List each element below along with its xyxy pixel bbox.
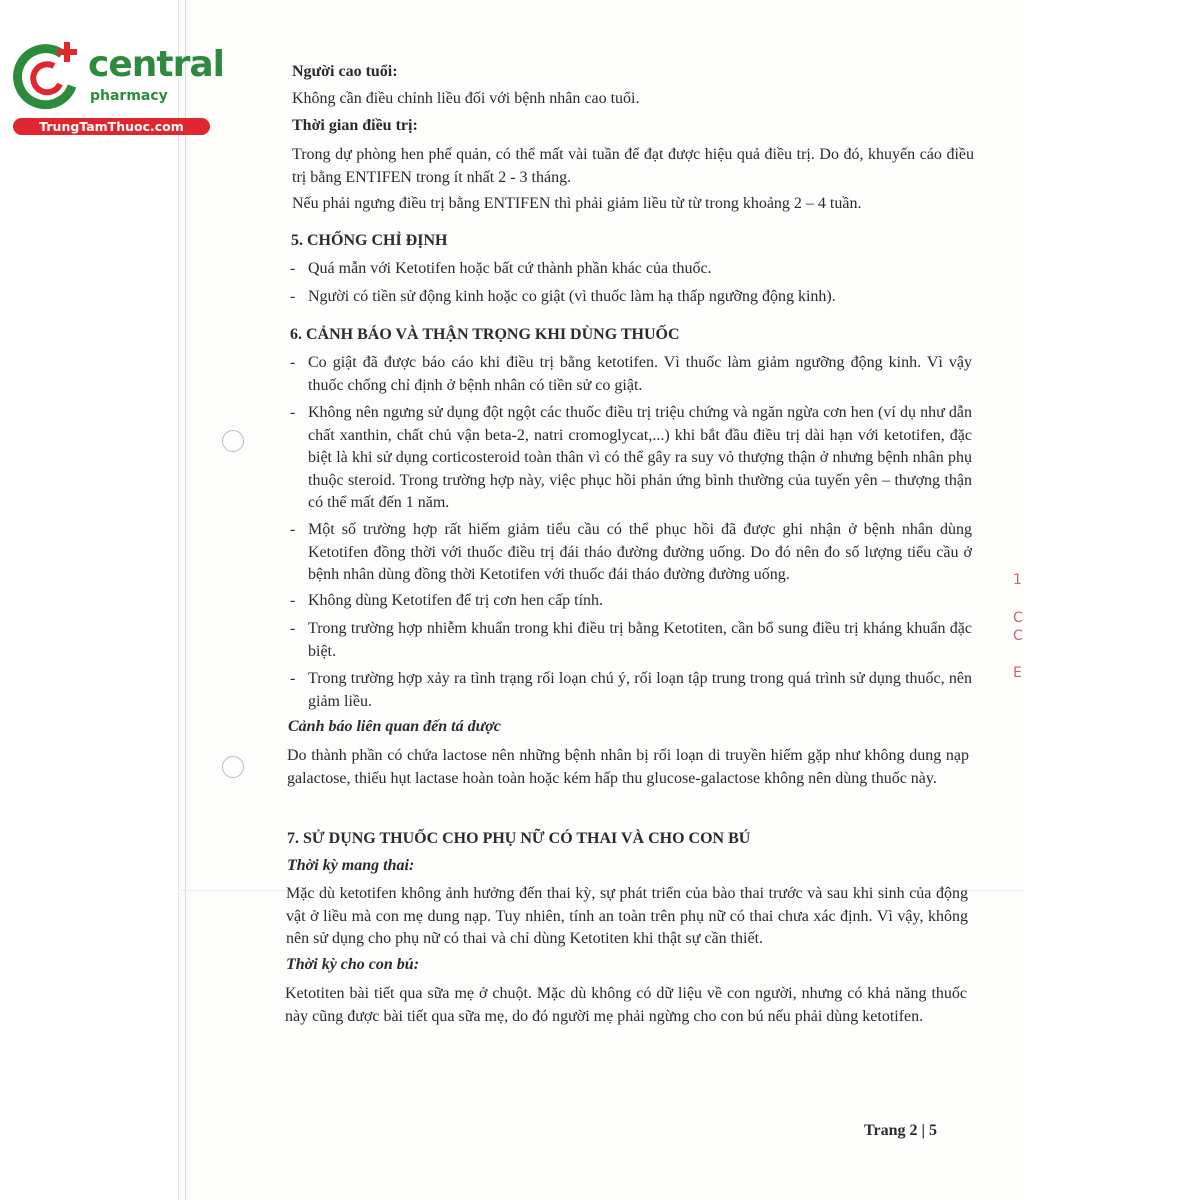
- logo-sub: pharmacy: [90, 88, 168, 104]
- elderly-text: Không cần điều chỉnh liều đối với bệnh nhân cao tuổi.: [292, 90, 640, 107]
- list-item: - Trong trường hợp xảy ra tình trạng rối loạn chú ý, rối loạn tập trung trong quá trình sử dụng thuốc, nên giảm liều.: [290, 670, 972, 710]
- lactation-title: Thời kỳ cho con bú:: [286, 956, 420, 973]
- pregnancy-title: Thời kỳ mang thai:: [287, 857, 415, 874]
- logo-site: TrungTamThuoc.com: [13, 118, 210, 135]
- list-item: - Quá mẫn với Ketotifen hoặc bất cứ thành phần khác của thuốc.: [290, 260, 712, 277]
- excipient-title: Cảnh báo liên quan đến tá dược: [288, 718, 501, 735]
- section-5-heading: 5. CHỐNG CHỈ ĐỊNH: [291, 232, 448, 249]
- section-7-heading: 7. SỬ DỤNG THUỐC CHO PHỤ NỮ CÓ THAI VÀ CHO CON BÚ: [287, 830, 751, 847]
- list-item: - Người có tiền sử động kinh hoặc co giật (vì thuốc làm hạ thấp ngưỡng động kinh).: [290, 288, 836, 305]
- pregnancy-text: Mặc dù ketotifen không ảnh hưởng đến thai kỳ, sự phát triển của bào thai trước và sau khi sinh của động vật ở liều mà con mẹ dung nạp. Tuy nhiên, tính an toàn trên phụ nữ có thai chưa xác định. Vì vậy, không nên sử dụng cho phụ nữ có thai và chỉ dùng Ketotiten khi thật sự cần thiết.: [286, 885, 968, 947]
- stamp-mark: 1: [1013, 572, 1022, 588]
- duration-text-2: Nếu phải ngưng điều trị bằng ENTIFEN thì phải giảm liều từ từ trong khoảng 2 – 4 tuần.: [292, 195, 862, 212]
- elderly-title: Người cao tuổi:: [292, 63, 398, 80]
- list-item: - Co giật đã được báo cáo khi điều trị bằng ketotifen. Vì thuốc làm giảm ngưỡng động kinh. Vì vậy thuốc chống chỉ định ở bệnh nhân có tiền sử co giật.: [290, 354, 972, 394]
- list-item: - Một số trường hợp rất hiếm giảm tiểu cầu có thể phục hồi đã được ghi nhận ở bệnh nhân dùng Ketotifen đồng thời với thuốc điều trị đái tháo đường đường uống. Do đó nên đo số lượng tiểu cầu ở bệnh nhân dùng đồng thời Ketotifen với thuốc đái tháo đường đường uống.: [290, 521, 972, 583]
- excipient-text: Do thành phần có chứa lactose nên những bệnh nhân bị rối loạn di truyền hiếm gặp như không dung nạp galactose, thiếu hụt lactase hoàn toàn hoặc kém hấp thu glucose-galactose không nên dùng thuốc này.: [287, 747, 969, 787]
- list-item: - Trong trường hợp nhiễm khuẩn trong khi điều trị bằng Ketotiten, cần bổ sung điều trị kháng khuẩn đặc biệt.: [290, 620, 972, 660]
- punch-hole: [222, 756, 244, 778]
- page-number: Trang 2 | 5: [864, 1122, 938, 1139]
- page-edge: [185, 0, 186, 1200]
- section-6-heading: 6. CẢNH BÁO VÀ THẬN TRỌNG KHI DÙNG THUỐC: [290, 326, 680, 343]
- logo-mark-icon: [10, 38, 82, 110]
- stamp-mark: E: [1013, 665, 1022, 681]
- duration-title: Thời gian điều trị:: [292, 117, 418, 134]
- stamp-mark: C: [1013, 610, 1023, 626]
- lactation-text: Ketotiten bài tiết qua sữa mẹ ở chuột. Mặc dù không có dữ liệu về con người, nhưng có khả năng thuốc này cũng được bài tiết qua sữa mẹ, do đó người mẹ phải ngừng cho con bú nếu phải dùng ketotifen.: [285, 985, 967, 1025]
- stamp-mark: C: [1013, 628, 1023, 644]
- list-item: - Không nên ngưng sử dụng đột ngột các thuốc điều trị triệu chứng và ngăn ngừa cơn hen (ví dụ như dẫn chất xanthin, chất chủ vận beta-2, natri cromoglycat,...) khi bắt đầu điều trị dài hạn với ketotifen, đặc biệt là khi sử dụng corticosteroid toàn thân vì có thể gây ra suy vỏ thượng thận ở nhưng bệnh nhân phụ thuộc steroid. Trong trường hợp này, việc phục hồi phản ứng bình thường của tuyến yên – thượng thận có thể mất đến 1 năm.: [290, 404, 972, 511]
- duration-text-1: Trong dự phòng hen phế quản, có thể mất vài tuần để đạt được hiệu quả điều trị. Do đó, khuyến cáo điều trị bằng ENTIFEN trong ít nhất 2 - 3 tháng.: [292, 146, 974, 186]
- list-item: - Không dùng Ketotifen để trị cơn hen cấp tính.: [290, 592, 604, 609]
- central-pharmacy-logo: [10, 38, 224, 138]
- punch-hole: [222, 430, 244, 452]
- logo-brand: central: [88, 44, 224, 85]
